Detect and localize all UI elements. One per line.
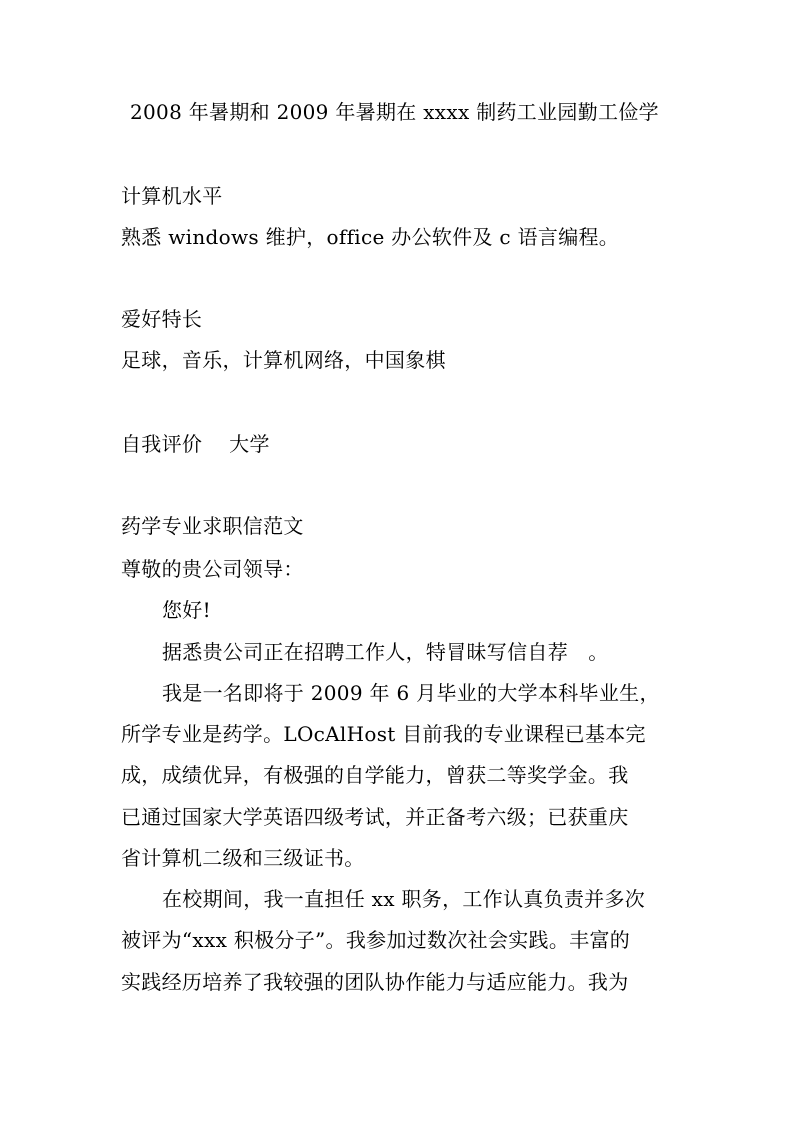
letter-salutation: 尊敬的贵公司领导： — [121, 557, 304, 581]
letter-line: 在校期间，我一直担任 xx 职务，工作认真负责并多次 — [162, 887, 646, 911]
letter-title: 药学专业求职信范文 — [121, 514, 304, 538]
hobbies-text: 足球，音乐，计算机网络，中国象棋 — [121, 348, 446, 372]
self-evaluation-line: 自我评价 大学 — [121, 432, 270, 456]
letter-line: 实践经历培养了我较强的团队协作能力与适应能力。我为 — [121, 970, 629, 994]
letter-line: 已通过国家大学英语四级考试，并正备考六级；已获重庆 — [121, 805, 629, 829]
letter-line: 据悉贵公司正在招聘工作人，特冒昧写信自荐 。 — [162, 640, 609, 664]
letter-line: 我是一名即将于 2009 年 6 月毕业的大学本科毕业生， — [162, 681, 660, 705]
letter-line: 被评为“xxx 积极分子”。我参加过数次社会实践。丰富的 — [121, 928, 631, 952]
letter-line: 成，成绩优异，有极强的自学能力，曾获二等奖学金。我 — [121, 763, 629, 787]
letter-line: 所学专业是药学。LOcAlHost 目前我的专业课程已基本完 — [121, 722, 646, 746]
computer-skills-text: 熟悉 windows 维护，office 办公软件及 c 语言编程。 — [121, 225, 620, 249]
letter-greeting: 您好! — [162, 598, 211, 622]
computer-skills-heading: 计算机水平 — [121, 184, 223, 208]
letter-line: 省计算机二级和三级证书。 — [121, 846, 365, 870]
work-experience-line: 2008 年暑期和 2009 年暑期在 xxxx 制药工业园勤工俭学 — [130, 100, 659, 124]
hobbies-heading: 爱好特长 — [121, 307, 203, 331]
